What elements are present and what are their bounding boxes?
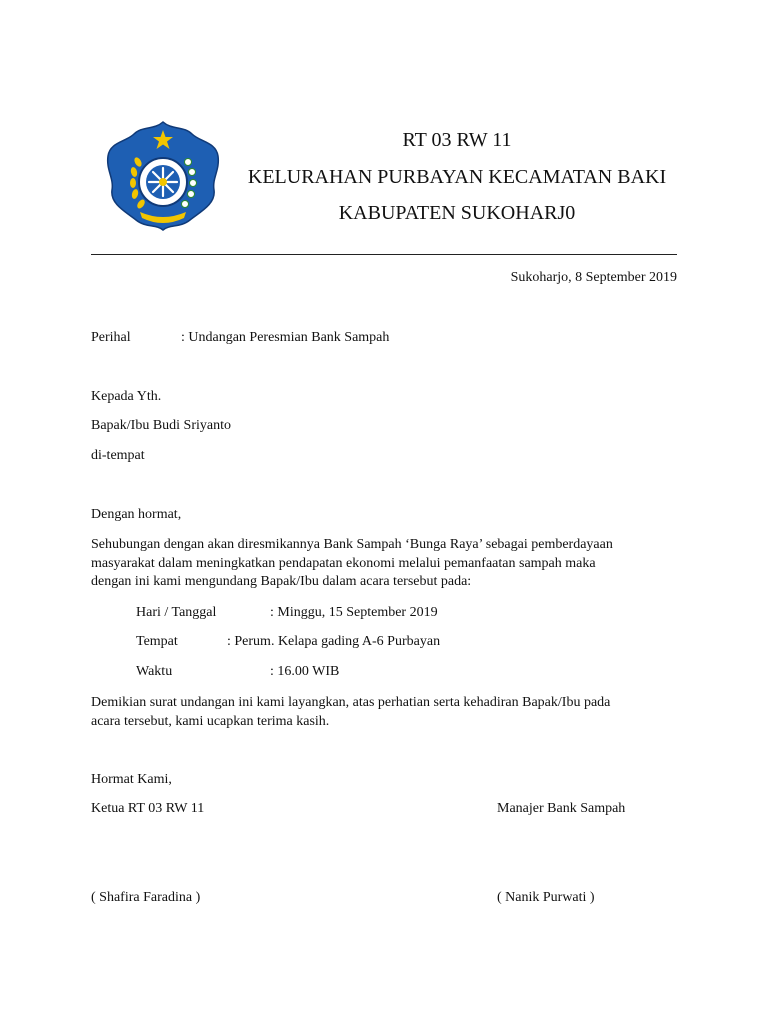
- regards: Hormat Kami,: [91, 772, 172, 787]
- right-signature-title: Manajer Bank Sampah: [497, 801, 626, 816]
- closing-paragraph: [91, 694, 681, 731]
- recipient-line-1: Kepada Yth.: [91, 389, 162, 404]
- place-label: Tempat: [136, 634, 178, 649]
- header-line-2: KELURAHAN PURBAYAN KECAMATAN BAKI: [247, 166, 667, 188]
- body-intro: [91, 536, 681, 592]
- left-signature-title: Ketua RT 03 RW 11: [91, 801, 205, 816]
- right-signature-name: ( Nanik Purwati ): [497, 890, 595, 905]
- time-value: : 16.00 WIB: [270, 664, 340, 679]
- day-label: Hari / Tanggal: [136, 605, 217, 620]
- body-intro-line-2: masyarakat dalam meningkatkan pendapatan ekonomi melalui pemanfaatan sampah maka: [91, 555, 596, 571]
- recipient-place: di-tempat: [91, 448, 145, 463]
- day-value: : Minggu, 15 September 2019: [270, 605, 438, 620]
- closing-line-1: Demikian surat undangan ini kami layangkan, atas perhatian serta kehadiran Bapak/Ibu pada: [91, 695, 611, 710]
- closing-line-2: acara tersebut, kami ucapkan terima kasih.: [91, 713, 330, 729]
- date-line: Sukoharjo, 8 September 2019: [510, 270, 677, 285]
- left-signature-name: ( Shafira Faradina ): [91, 890, 201, 905]
- header-line-1: RT 03 RW 11: [402, 129, 512, 151]
- place-value: : Perum. Kelapa gading A-6 Purbayan: [227, 634, 441, 649]
- perihal-value: : Undangan Peresmian Bank Sampah: [181, 330, 390, 345]
- body-intro-line-3: dengan ini kami mengundang Bapak/Ibu dalam acara tersebut pada:: [91, 574, 472, 589]
- header-divider: [91, 254, 677, 255]
- time-label: Waktu: [136, 664, 173, 679]
- recipient-name: Bapak/Ibu Budi Sriyanto: [91, 418, 231, 433]
- kabupaten-emblem-icon: [100, 116, 226, 234]
- perihal-label: Perihal: [91, 330, 131, 345]
- body-intro-line-1: Sehubungan dengan akan diresmikannya Bank Sampah ‘Bunga Raya’ sebagai pemberdayaan: [91, 537, 613, 552]
- greeting: Dengan hormat,: [91, 507, 182, 522]
- header-line-3: KABUPATEN SUKOHARJ0: [338, 202, 576, 224]
